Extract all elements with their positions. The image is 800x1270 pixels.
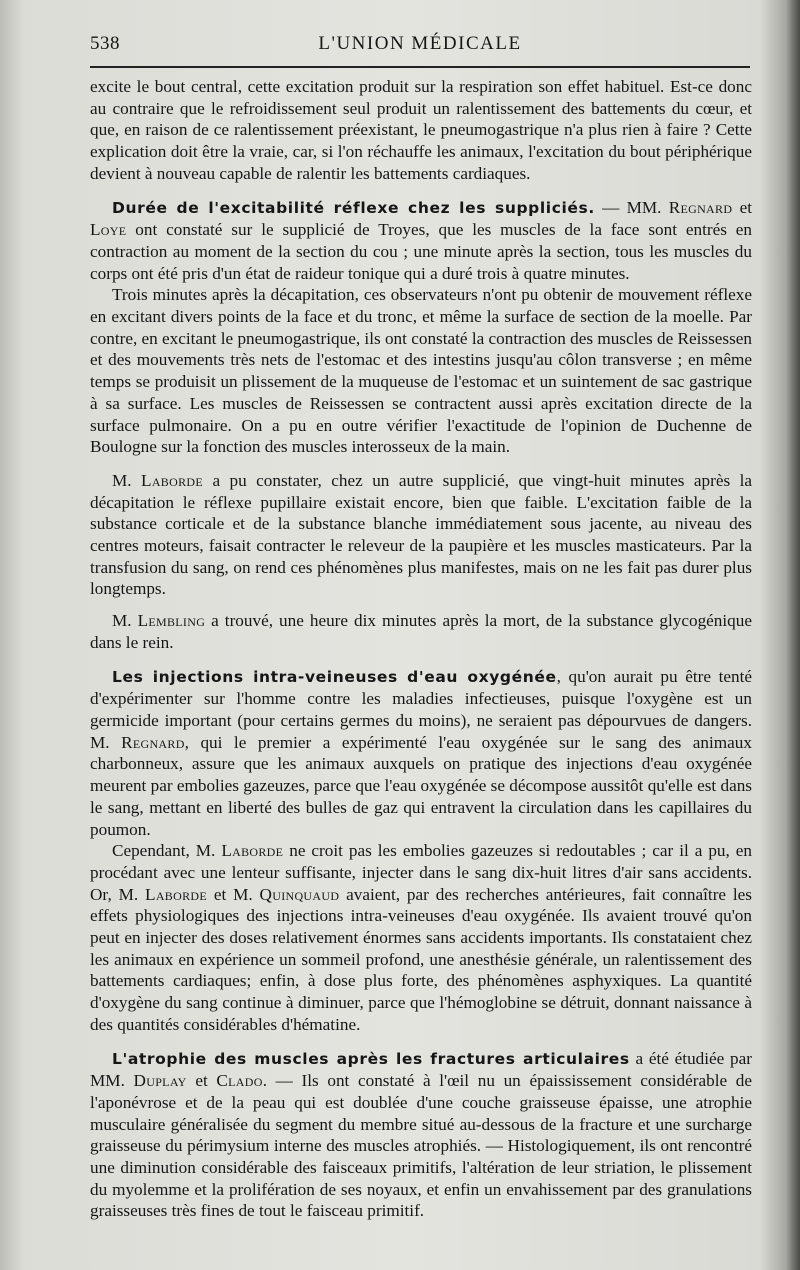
page-edge-shadow (786, 0, 800, 1270)
paragraph-laborde-reflexe: M. Laborde a pu constater, chez un autre supplicié, que vingt-huit minutes après la décapitation le réflexe pupillaire existait encore, bien que faible. L'excitation faible de la substance corticale et de la substance blanche immédiatement sous jacente, au niveau des centres moteurs, faisait contracter le releveur de la paupière et les muscles masticateurs. Par la transfusion du sang, on rend ces phénomènes plus manifestes, mais on ne les fait pas durer plus longtemps. (90, 470, 752, 599)
paragraph-excitabilite: Durée de l'excitabilité réflexe chez les suppliciés. — MM. Regnard et Loye ont constaté sur le supplicié de Troyes, que les muscles de la face sont entrés en contraction au moment de la section du cou ; une minute après la section, tous les muscles du corps ont été pris d'un état de raideur tonique qui a duré trois à quatre minutes. (90, 197, 752, 283)
article-body (90, 76, 752, 1222)
paragraph-lembling: M. Lembling a trouvé, une heure dix minutes après la mort, de la substance glycogénique dans le rein. (90, 611, 752, 652)
author-name: Regnard (668, 197, 733, 217)
author-name: Regnard (121, 732, 185, 752)
page-header (90, 33, 750, 59)
author-name: Duplay (133, 1071, 187, 1091)
author-name: Loye (90, 220, 127, 240)
paragraph-refroidissement: excite le bout central, cette excitation produit sur la respiration son effet habituel. Est-ce donc au contraire que le refroidissement seul produit un ralentissement des battements du cœur, et que, en raison de ce ralentissement préexistant, le pneumogastrique n'a plus rien à faire ? Cette explication doit être la vraie, car, si l'on réchauffe les animaux, l'excitation du bout périphérique devient à nouveau capable de ralentir les battements cardiaques. (90, 77, 752, 183)
header-rule (90, 66, 750, 68)
paragraph-decapitation: Trois minutes après la décapitation, ces observateurs n'ont pu obtenir de mouvement réflexe en excitant divers points de la face et du tronc, et même la surface de section de la moelle. Par contre, en excitant le pneumogastrique, ils ont constaté la contraction des muscles de Reissessen et des mouvements très nets de l'estomac et des intestins jusqu'au côlon transverse ; en même temps se produisit un plissement de la muqueuse de l'estomac et un suintement de sac gastrique à sa surface. Les muscles de Reissessen se contractent aussi après excitation directe de la surface pulmonaire. On a pu en outre vérifier l'exactitude de l'opinion de Duchenne de Boulogne sur la fonction des muscles interosseux de la main. (90, 285, 753, 457)
section-title-excitabilite: Durée de l'excitabilité réflexe chez les suppliciés. (112, 198, 595, 217)
page-number: 538 (90, 33, 120, 54)
paragraph-atrophie: L'atrophie des muscles après les fractures articulaires a été étudiée par MM. Duplay et Clado. — Ils ont constaté à l'œil nu un épaississement considérable de l'aponévrose et de la peau qui est doublée d'une couche graisseuse épaisse, une atrophie musculaire généralisée du segment du membre situé au-dessous de la fracture et une surcharge graisseuse du périmysium interne des muscles atrophiés. — Histologiquement, ils ont rencontré une diminution considérable des faisceaux primitifs, l'altération de leur striation, le plissement du myolemme et la prolifération de ses noyaux, et enfin un envahissement par des granulations graisseuses très fines de tout le faisceau primitif. (90, 1048, 752, 1221)
author-name: Laborde (145, 884, 207, 904)
author-name: Clado (216, 1071, 263, 1091)
paragraph-embolies: Cependant, M. Laborde ne croit pas les embolies gazeuzes si redoutables ; car il a pu, en procédant avec une lenteur suffisante, injecter dans le sang dix-huit litres d'air sans accidents. Or, M. Laborde et M. Quinquaud avaient, par des recherches antérieures, fait connaître les effets physiologiques des injections intra-veineuses d'eau oxygénée. Ils avaient trouvé qu'on peut en injecter des doses relativement énormes sans accidents importants. Ils constataient chez les animaux en expérience un sommeil profond, une anesthésie générale, un ralentissement des battements cardiaques; enfin, à dose plus forte, des phénomènes asphyxiques. La quantité d'oxygène du sang continue à diminuer, parce que l'hémoglobine se détruit, donnant naissance à des quantités considérables d'hématine. (90, 841, 752, 1034)
author-name: Lembling (137, 611, 206, 631)
paragraph-injections: Les injections intra-veineuses d'eau oxygénée, qu'on aurait pu être tenté d'expérimenter sur l'homme contre les maladies infectieuses, puisque l'oxygène est un germicide important (pour certains germes du moins), ne seraient pas dépourvues de dangers. M. Regnard, qui le premier a expérimenté l'eau oxygénée sur le sang des animaux charbonneux, assure que les animaux auxquels on pratique des injections d'eau oxygénée meurent par embolies gazeuzes, parce que l'eau oxygénée se décompose aussitôt qu'elle est dans le sang, mettant en liberté des bulles de gaz qui entravent la circulation dans les capillaires du poumon. (90, 666, 752, 839)
author-name: Quinquaud (259, 884, 340, 904)
author-name: Laborde (221, 841, 284, 861)
section-title-atrophie: L'atrophie des muscles après les fractures articulaires (112, 1049, 630, 1068)
author-name: Laborde (141, 470, 203, 490)
section-title-injections: Les injections intra-veineuses d'eau oxygénée (112, 667, 557, 686)
running-title: L'UNION MÉDICALE (318, 33, 522, 54)
